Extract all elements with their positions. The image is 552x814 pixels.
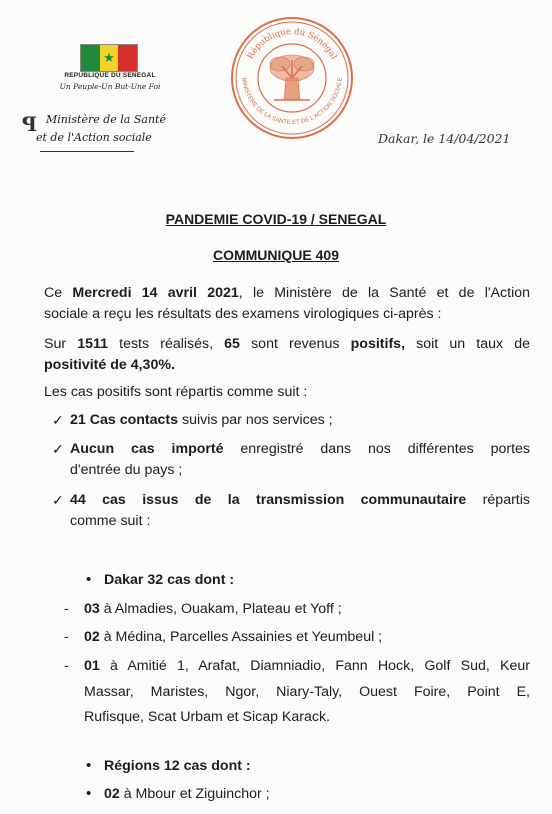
ministry-seal-icon [228,14,356,142]
text: Ce [44,285,73,301]
text-bold: 01 [84,658,100,674]
text-bold: Dakar 32 cas dont : [104,572,235,588]
dakar-heading [104,570,524,590]
star-icon: ★ [103,50,115,66]
positive-word: positifs, [350,336,406,352]
baobab-tree-icon [270,55,314,100]
text: à Amitié 1, Arafat, Diamniadio, Fann Hock, Golf Sud, Keur [99,658,530,674]
text-bold: Régions 12 cas dont : [104,758,251,774]
text-bold: 02 [84,629,100,645]
bullet-icon: • [86,757,92,774]
seal-text-bottom: MINISTERE DE LA SANTE ET DE L'ACTION SOCIALE [240,77,344,127]
dash-icon: - [64,600,69,616]
seal-text-top: République du Sénégal [245,26,339,62]
text-bold: 02 [104,786,120,802]
text-bold: Aucun cas importé [70,441,224,457]
positivity-rate: positivité de 4,30%. [44,357,175,373]
dakar-item-1 [84,599,530,619]
text: suivis par nos services ; [178,412,333,428]
check-icon: ✓ [52,412,64,428]
dash-icon: - [64,628,69,644]
tests-count: 1511 [77,336,108,352]
senegal-flag-icon [80,44,138,72]
intro-line-1 [44,283,530,303]
document-title: PANDEMIE COVID-19 / SENEGAL [165,211,387,227]
dakar-item-3 [84,656,530,676]
ministry-name-line2: et de l'Action sociale [36,131,152,144]
divider [40,151,134,152]
dash-icon: - [64,657,69,673]
text-bold: 03 [84,601,100,617]
ministry-name-line1: Ministère de la Santé [46,113,166,126]
check-item-imported-line2: d'entrée du pays ; [70,462,183,478]
intro-line-3 [44,334,530,354]
text: à Mbour et Ziguinchor ; [119,786,270,802]
text-bold: 21 Cas contacts [70,412,179,428]
text: soit un taux de [405,336,530,352]
check-item-contacts [70,410,530,430]
dakar-item-3-line3: Rufisque, Scat Urbam et Sicap Karack. [84,709,331,725]
text: enregistré dans nos différentes portes [223,441,531,457]
intro-line-2: sociale a reçu les résultats des examens virologiques ci-après : [44,306,442,322]
breakdown-intro: Les cas positifs sont répartis comme suit : [44,384,308,400]
place-date: Dakar, le 14/04/2021 [378,131,511,146]
date-bold: Mercredi 14 avril 2021 [72,285,239,301]
text: , le Ministère de la Santé et de l'Action [238,285,530,301]
dakar-item-3-line2: Massar, Maristes, Ngor, Niary-Taly, Ouest Foire, Point E, [84,684,530,700]
text: Sur [44,336,78,352]
check-icon: ✓ [52,492,64,508]
check-item-community [70,490,530,510]
bullet-icon: • [86,571,92,588]
text: répartis [466,492,530,508]
text: à Almadies, Ouakam, Plateau et Yoff ; [99,601,342,617]
intro-line-4 [44,355,530,375]
check-item-community-line2: comme suit : [70,513,151,529]
check-item-imported [70,439,530,459]
positive-count: 65 [224,336,240,352]
dakar-item-2 [84,627,530,647]
republic-label: REPUBLIQUE DU SENEGAL [64,72,156,79]
text: sont revenus [239,336,351,352]
ministry-logo-icon: ꟼ [22,112,38,136]
check-icon: ✓ [52,441,64,457]
text: tests réalisés, [108,336,225,352]
regions-item-1 [104,784,524,804]
text-bold: 44 cas issus de la transmission communautaire [70,492,467,508]
text: à Médina, Parcelles Assainies et Yeumbeul ; [99,629,383,645]
document-subtitle: COMMUNIQUE 409 [212,247,340,263]
bullet-icon: • [86,785,92,802]
motto: Un Peuple-Un But-Une Foi [59,82,161,91]
regions-heading [104,756,524,776]
